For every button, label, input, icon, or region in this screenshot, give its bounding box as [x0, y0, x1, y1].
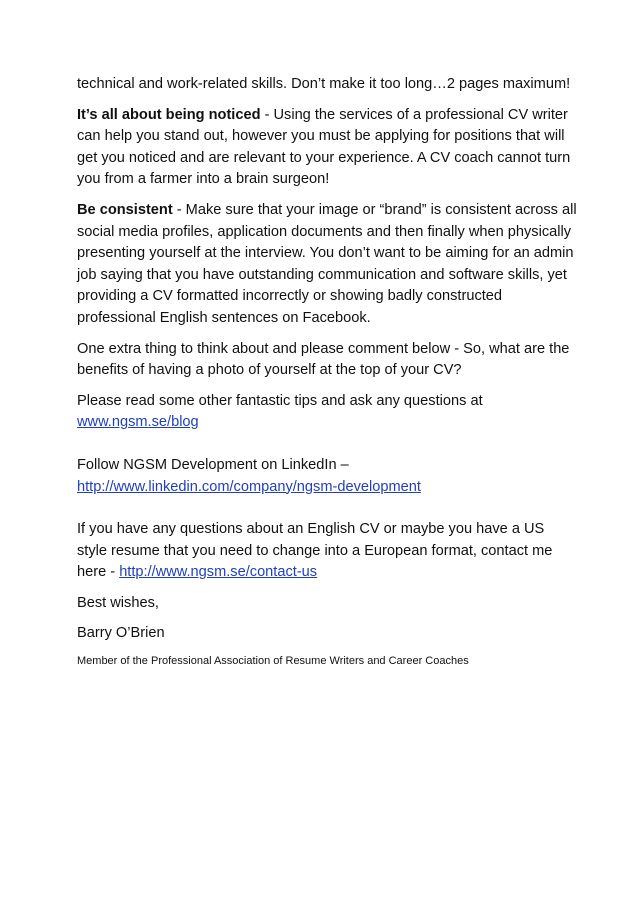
paragraph-blog	[77, 391, 577, 434]
paragraph-blog-text: Please read some other fantastic tips and ask any questions at	[77, 392, 483, 409]
paragraph-consistent	[77, 200, 577, 330]
paragraph-question: One extra thing to think about and please comment below - So, what are the benefits of having a photo of yourself at the top of your CV?	[77, 340, 570, 379]
blog-link[interactable]: www.ngsm.se/blog	[77, 414, 199, 431]
contact-link[interactable]: http://www.ngsm.se/contact-us	[119, 564, 318, 581]
footer-membership: Member of the Professional Association of Resume Writers and Career Coaches	[77, 655, 469, 668]
paragraph-noticed	[77, 105, 577, 191]
paragraph-skills: technical and work-related skills. Don’t make it too long…2 pages maximum!	[77, 76, 571, 92]
paragraph-noticed-text: - Using the services of a professional CV writer can help you stand out, however you must be applying for positions that will get you noticed and are relevant to your experience. A CV coach cannot turn you from a farmer into a brain surgeon!	[77, 106, 571, 188]
heading-noticed: It’s all about being noticed	[77, 106, 261, 123]
signature-name: Barry O’Brien	[77, 625, 165, 642]
heading-consistent: Be consistent	[77, 201, 173, 218]
document-page	[77, 74, 577, 669]
paragraph-contact-text: If you have any questions about an English CV or maybe you have a US style resume that you need to change into a European format, contact me here -	[77, 521, 553, 581]
linkedin-link[interactable]: http://www.linkedin.com/company/ngsm-development	[77, 478, 421, 495]
paragraph-linkedin-text: Follow NGSM Development on LinkedIn –	[77, 456, 349, 473]
paragraph-contact	[77, 519, 577, 584]
paragraph-linkedin	[77, 455, 577, 498]
paragraph-consistent-text: - Make sure that your image or “brand” is consistent across all social media profiles, application documents and then finally when physically presenting yourself at the interview. You don’t want to be aiming for an admin job saying that you have outstanding communication and software skills, yet providing a CV formatted incorrectly or showing badly constructed professional English sentences on Facebook.	[77, 201, 577, 326]
closing: Best wishes,	[77, 594, 159, 611]
